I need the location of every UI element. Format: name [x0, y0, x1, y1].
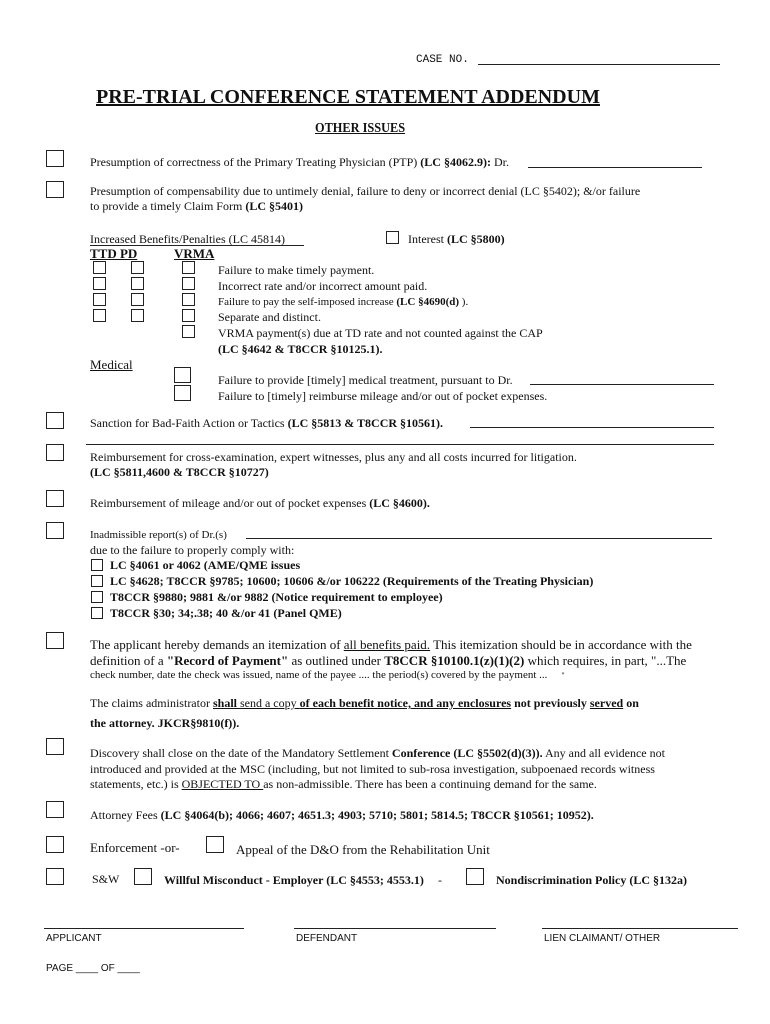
- appeal-label: Appeal of the D&O from the Rehabilitation Unit: [236, 842, 490, 857]
- willful-misconduct-checkbox[interactable]: [134, 868, 152, 885]
- discovery-line1: Discovery shall close on the date of the Mandatory Settlement Conference (LC §5502(d)(3)). Any and all evidence not: [90, 746, 665, 760]
- pd-checkbox[interactable]: [131, 309, 144, 322]
- inadmissible-due: due to the failure to properly comply with:: [90, 543, 295, 557]
- ttd-pd-header: TTD PD: [90, 246, 138, 261]
- medical-row-2: Failure to [timely] reimburse mileage and/or out of pocket expenses.: [218, 389, 548, 403]
- reimbursement-mileage-checkbox[interactable]: [46, 490, 64, 507]
- benefit-row-4: Separate and distinct.: [218, 310, 321, 324]
- itemization-line2: definition of a "Record of Payment" as outlined under T8CCR §10100.1(z)(1)(2) which requires, in part, "...The: [90, 653, 687, 668]
- enforcement-label: Enforcement -or-: [90, 840, 180, 855]
- ttd-checkbox[interactable]: [93, 293, 106, 306]
- discovery-checkbox[interactable]: [46, 738, 64, 755]
- inadmissible-sub-1: LC §4061 or 4062 (AME/QME issues: [110, 558, 301, 572]
- itemization-line1: The applicant hereby demands an itemization of all benefits paid. This itemization should be in accordance with the: [90, 637, 692, 652]
- applicant-signature-line[interactable]: [44, 928, 244, 929]
- medical-treatment-checkbox[interactable]: [174, 367, 191, 383]
- medical-row-1: Failure to provide [timely] medical treatment, pursuant to Dr.: [218, 373, 513, 387]
- ptp-checkbox[interactable]: [46, 150, 64, 167]
- defendant-label: DEFENDANT: [296, 933, 358, 944]
- inadmissible-sub-2: LC §4628; T8CCR §9785; 10600; 10606 &/or 106222 (Requirements of the Treating Physician): [110, 574, 594, 588]
- divider-line: [86, 444, 714, 445]
- benefits-label: Increased Benefits/Penalties (LC 45814): [90, 232, 285, 246]
- vrma-header: VRMA: [174, 246, 215, 261]
- enforcement-checkbox[interactable]: [46, 836, 64, 853]
- ttd-checkbox[interactable]: [93, 261, 106, 274]
- inadmissible-sub-3: T8CCR §9880; 9881 &/or 9882 (Notice requirement to employee): [110, 590, 443, 604]
- interest-label: Interest (LC §5800): [408, 232, 505, 246]
- vrma-checkbox[interactable]: [182, 309, 195, 322]
- medical-dr-field[interactable]: [530, 384, 714, 385]
- appeal-checkbox[interactable]: [206, 836, 224, 853]
- ptp-dr-field[interactable]: [528, 167, 702, 168]
- pd-checkbox[interactable]: [131, 293, 144, 306]
- claims-admin-line2: the attorney. JKCR§9810(f)).: [90, 716, 240, 730]
- nondiscrimination-label: Nondiscrimination Policy (LC §132a): [496, 873, 687, 887]
- reimbursement-cross-line2: (LC §5811,4600 & T8CCR §10727): [90, 465, 269, 479]
- vrma-checkbox[interactable]: [182, 261, 195, 274]
- willful-misconduct-label: Willful Misconduct - Employer (LC §4553; 4553.1): [164, 873, 424, 887]
- medical-label: Medical: [90, 357, 133, 372]
- sw-label: S&W: [92, 872, 120, 886]
- inadmissible-label: Inadmissible report(s) of Dr.(s): [90, 529, 227, 541]
- discovery-line3: statements, etc.) is OBJECTED TO as non-admissible. There has been a continuing demand for the same.: [90, 777, 597, 791]
- pd-checkbox[interactable]: [131, 277, 144, 290]
- benefit-row-5: VRMA payment(s) due at TD rate and not counted against the CAP: [218, 326, 543, 340]
- interest-checkbox[interactable]: [386, 231, 399, 244]
- compensability-checkbox[interactable]: [46, 181, 64, 198]
- inadmissible-sub-4: T8CCR §30; 34;.38; 40 &/or 41 (Panel QME): [110, 606, 342, 620]
- benefit-row-2: Incorrect rate and/or incorrect amount paid.: [218, 279, 428, 293]
- panel-qme-checkbox[interactable]: [91, 607, 103, 619]
- reimbursement-mileage-text: Reimbursement of mileage and/or out of pocket expenses (LC §4600).: [90, 496, 430, 510]
- sanction-text: Sanction for Bad-Faith Action or Tactics (LC §5813 & T8CCR §10561).: [90, 416, 444, 430]
- ame-qme-checkbox[interactable]: [91, 559, 103, 571]
- cap-reference: (LC §4642 & T8CCR §10125.1).: [218, 342, 383, 356]
- compensability-line1: Presumption of compensability due to untimely denial, failure to deny or incorrect denial (LC §5402); &/or failure: [90, 184, 641, 198]
- lien-claimant-label: LIEN CLAIMANT/ OTHER: [544, 933, 661, 944]
- section-subtitle: OTHER ISSUES: [315, 121, 406, 136]
- attorney-fees-checkbox[interactable]: [46, 801, 64, 818]
- medical-mileage-checkbox[interactable]: [174, 385, 191, 401]
- lien-claimant-signature-line[interactable]: [542, 928, 738, 929]
- ptp-text: Presumption of correctness of the Primary Treating Physician (PTP) (LC §4062.9): Dr.: [90, 155, 509, 169]
- applicant-label: APPLICANT: [46, 933, 102, 944]
- sanction-field[interactable]: [470, 427, 714, 428]
- case-no-field[interactable]: [478, 64, 720, 65]
- reimbursement-cross-line1: Reimbursement for cross-examination, expert witnesses, plus any and all costs incurred for litigation.: [90, 450, 577, 464]
- pd-checkbox[interactable]: [131, 261, 144, 274]
- itemization-checkbox[interactable]: [46, 632, 64, 649]
- compensability-line2: to provide a timely Claim Form (LC §5401): [90, 199, 303, 213]
- reimbursement-cross-checkbox[interactable]: [46, 444, 64, 461]
- inadmissible-dr-field[interactable]: [246, 538, 712, 539]
- itemization-line3: check number, date the check was issued, name of the payee .... the period(s) covered by the payment ... ": [90, 669, 565, 681]
- sanction-checkbox[interactable]: [46, 412, 64, 429]
- inadmissible-checkbox[interactable]: [46, 522, 64, 539]
- sw-checkbox[interactable]: [46, 868, 64, 885]
- defendant-signature-line[interactable]: [294, 928, 496, 929]
- benefit-row-3: Failure to pay the self-imposed increase (LC §4690(d) ).: [218, 296, 469, 308]
- case-no-label: CASE NO.: [416, 54, 469, 66]
- discovery-line2: introduced and provided at the MSC (including, but not limited to sub-rosa investigation, subpoenaed records witness: [90, 762, 655, 776]
- vrma-checkbox[interactable]: [182, 277, 195, 290]
- vrma-checkbox[interactable]: [182, 293, 195, 306]
- ttd-checkbox[interactable]: [93, 309, 106, 322]
- treating-physician-checkbox[interactable]: [91, 575, 103, 587]
- page-title: PRE-TRIAL CONFERENCE STATEMENT ADDENDUM: [96, 86, 600, 108]
- nondiscrimination-checkbox[interactable]: [466, 868, 484, 885]
- notice-requirement-checkbox[interactable]: [91, 591, 103, 603]
- vrma-checkbox[interactable]: [182, 325, 195, 338]
- page-number: PAGE ____ OF ____: [46, 963, 140, 974]
- claims-admin-line1: The claims administrator shall send a copy of each benefit notice, and any enclosures not previously served on: [90, 696, 639, 710]
- dash-separator: -: [438, 873, 442, 887]
- ttd-checkbox[interactable]: [93, 277, 106, 290]
- attorney-fees-text: Attorney Fees (LC §4064(b); 4066; 4607; 4651.3; 4903; 5710; 5801; 5814.5; T8CCR §10561; 10952).: [90, 808, 594, 822]
- benefit-row-1: Failure to make timely payment.: [218, 263, 375, 277]
